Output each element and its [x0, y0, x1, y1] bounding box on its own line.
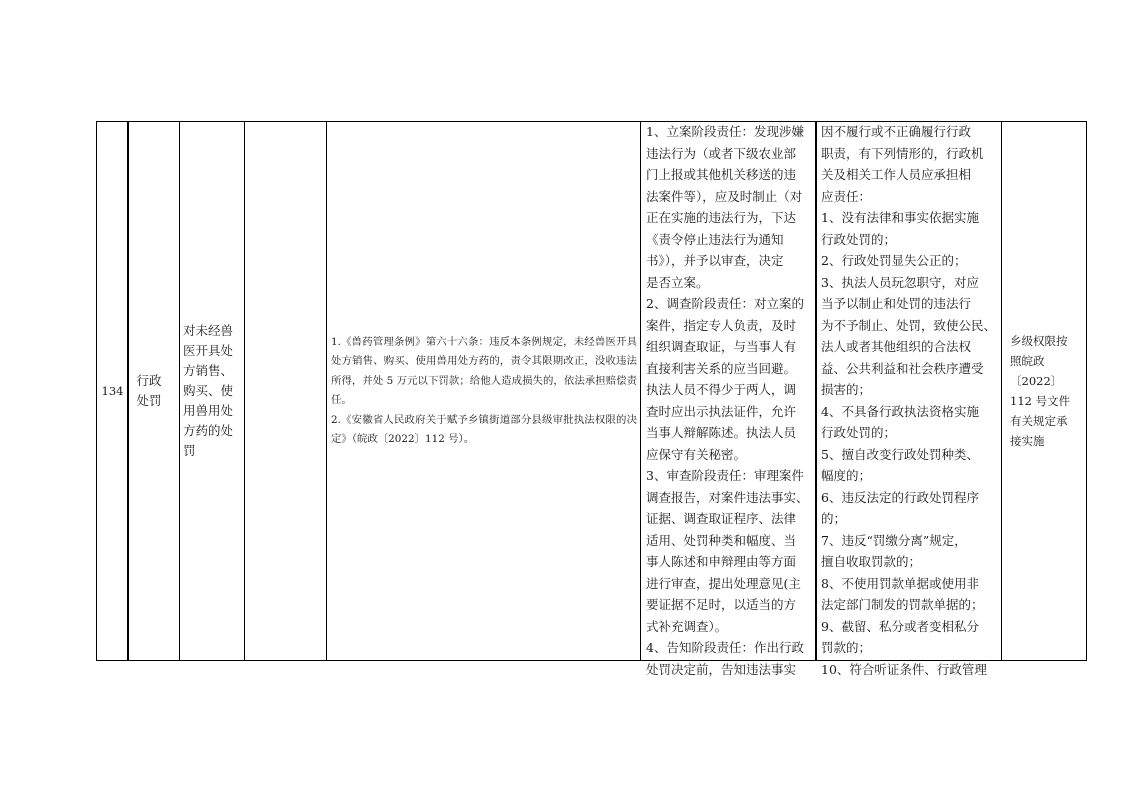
- legal-basis-clause: 2.《安徽省人民政府关于赋予乡镇街道部分县级审批执法权限的决定》（皖政〔2022〕112 号）。: [331, 413, 637, 445]
- column-divider: [640, 121, 641, 661]
- serial-number: 134: [101, 384, 124, 398]
- column-divider: [179, 121, 180, 661]
- accountability-line: 3、执法人员玩忽职守，对应: [821, 274, 979, 290]
- accountability-line: 职责，有下列情形的，行政机: [821, 145, 984, 161]
- responsibility-line: 2、调查阶段责任：对立案的: [646, 296, 804, 311]
- accountability-line: 7、违反“罚缴分离”规定，: [821, 532, 967, 548]
- responsibility-line: 进行审查，提出处理意见(主: [646, 575, 801, 591]
- accountability-line: 4、不具备行政执法资格实施: [821, 403, 979, 419]
- legal-basis-cell: [331, 121, 637, 661]
- accountability-line: 法人或者其他组织的合法权: [821, 339, 972, 354]
- sub-item-cell: [245, 121, 326, 661]
- accountability-line: 6、违反法定的行政处罚程序: [821, 489, 979, 505]
- responsibility-line: 案件，指定专人负责，及时: [646, 317, 797, 333]
- column-divider: [815, 121, 817, 661]
- responsibility-line: 法案件等），应及时制止（对: [646, 188, 803, 204]
- legal-basis-clause: 1.《兽药管理条例》第六十六条：违反本条例规定，未经兽医开具处方销售、购买、使用兽用处方药的，责令其限期改正，没收违法所得，并处 5 万元以下罚款；给他人造成损失的，依法承担赔偿责任。: [331, 335, 637, 406]
- accountability-line: 益、公共利益和社会秩序遭受: [821, 360, 984, 376]
- item-name-cell: [183, 121, 243, 661]
- responsibility-line: 书》），并予以审查，决定: [646, 253, 784, 268]
- responsibility-line: 事人陈述和申辩理由等方面: [646, 554, 797, 569]
- accountability-line: 行政处罚的；: [821, 425, 897, 440]
- responsibility-line: 证据、调查取证程序、法律: [646, 511, 797, 526]
- column-divider: [1086, 121, 1087, 661]
- accountability-line: 因不履行或不正确履行行政: [821, 124, 972, 139]
- responsibility-line: 查时应出示执法证件，允许: [646, 403, 797, 419]
- responsibility-line: 组织调查取证，与当事人有: [646, 339, 797, 354]
- accountability-line: 损害的；: [821, 382, 872, 397]
- accountability-line: 10、符合听证条件、行政管理: [821, 661, 987, 677]
- remark-cell: [1010, 121, 1082, 661]
- responsibility-line: 门上报或其他机关移送的违: [646, 167, 797, 182]
- serial-number-cell: [97, 121, 128, 661]
- accountability-line: 罚款的；: [821, 640, 872, 655]
- accountability-line: 当予以制止和处罚的违法行: [821, 296, 972, 311]
- responsibility-line: 是否立案。: [646, 274, 709, 290]
- responsibility-line: 要证据不足时，以适当的方: [646, 597, 797, 612]
- category-text: 行政处罚: [136, 373, 162, 408]
- accountability-line: 幅度的；: [821, 468, 872, 483]
- item-name-text: 对未经兽医开具处方销售、购买、使用兽用处方药的处罚: [183, 323, 234, 458]
- accountability-line: 应责任：: [821, 188, 872, 204]
- responsibility-line: 调查报告，对案件违法事实、: [646, 489, 809, 505]
- accountability-line: 为不予制止、处罚，致使公民、: [821, 317, 997, 333]
- responsibility-line: 正在实施的违法行为，下达: [646, 210, 797, 225]
- accountability-line: 1、没有法律和事实依据实施: [821, 210, 979, 225]
- accountability-line: 9、截留、私分或者变相私分: [821, 618, 979, 634]
- responsibility-line: 适用、处罚种类和幅度、当: [646, 532, 797, 548]
- accountability-line: 的；: [821, 511, 847, 526]
- responsibility-line: 违法行为（或者下级农业部: [646, 145, 797, 161]
- responsibility-line: 《责令停止违法行为通知: [646, 231, 784, 247]
- remark-text: 乡级权限按照皖政〔2022〕112 号文件有关规定承接实施: [1010, 334, 1071, 448]
- column-divider: [1001, 121, 1002, 661]
- accountability-line: 擅自收取罚款的；: [821, 554, 922, 569]
- responsibility-line: 式补充调查）。: [646, 618, 728, 634]
- accountability-line: 8、不使用罚款单据或使用非: [821, 575, 979, 591]
- category-cell: [131, 121, 178, 661]
- column-divider: [326, 121, 327, 661]
- responsibility-line: 应保守有关秘密。: [646, 446, 747, 462]
- accountability-cell: [821, 121, 997, 677]
- responsibility-line: 直接利害关系的应当回避。: [646, 360, 797, 376]
- accountability-line: 5、擅自改变行政处罚种类、: [821, 446, 979, 462]
- accountability-line: 法定部门制发的罚款单据的；: [821, 597, 984, 612]
- responsibility-line: 4、告知阶段责任：作出行政: [646, 640, 804, 655]
- responsibility-cell: [646, 121, 810, 677]
- accountability-line: 2、行政处罚显失公正的；: [821, 253, 967, 268]
- responsibility-line: 1、立案阶段责任：发现涉嫌: [646, 124, 804, 139]
- accountability-line: 行政处罚的；: [821, 231, 897, 247]
- responsibility-line: 执法人员不得少于两人，调: [646, 382, 797, 397]
- responsibility-line: 处罚决定前，告知违法事实: [646, 661, 797, 677]
- accountability-line: 关及相关工作人员应承担相: [821, 167, 972, 182]
- responsibility-line: 当事人辩解陈述。执法人员: [646, 425, 797, 440]
- responsibility-line: 3、审查阶段责任：审理案件: [646, 468, 804, 483]
